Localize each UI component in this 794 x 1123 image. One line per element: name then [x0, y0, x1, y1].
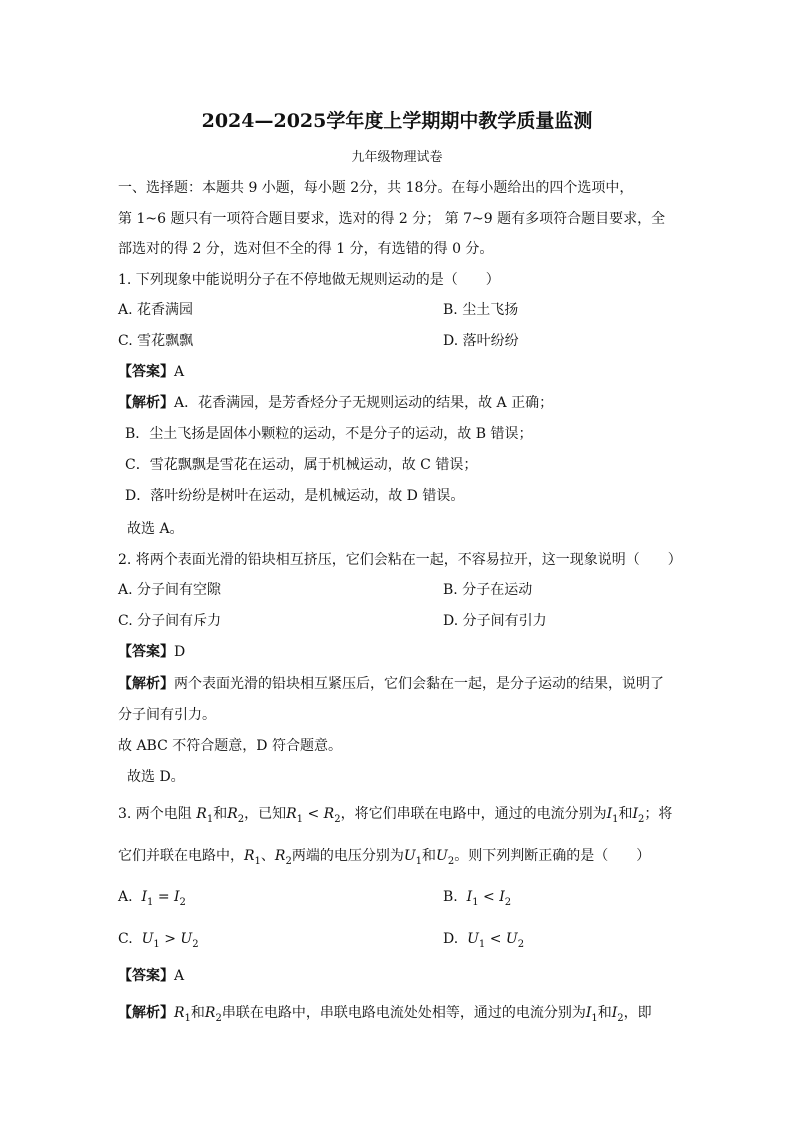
- q3-analysis-text: 串联在电路中，串联电路电流处处相等，通过的电流分别为: [221, 1005, 586, 1021]
- math-i2: $I_2$: [632, 806, 645, 825]
- math-r2: $R_2$: [274, 848, 292, 867]
- math-r2: $R_2$: [227, 806, 245, 825]
- section-instruction-line-2: 第 1~6 题只有一项符合题目要求，选对的得 2 分； 第 7~9 题有多项符合题目要求，全: [118, 211, 666, 227]
- q3-answer-value: A: [174, 968, 185, 984]
- q2-answer: [118, 642, 185, 662]
- q1-stem: 1. 下列现象中能说明分子在不停地做无规则运动的是（ ）: [118, 272, 500, 288]
- math-i2: $I_2$: [611, 1005, 624, 1024]
- math-i1-lt-i2: $I_1 < I_2$: [466, 889, 512, 908]
- q3-answer: [118, 966, 184, 986]
- option-label: A.: [118, 889, 133, 905]
- q2-analysis-line-3: 故 ABC 不符合题意，D 符合题意。: [118, 738, 342, 754]
- section-instruction-line-3: 部选对的得 2 分，选对但不全的得 1 分，有选错的得 0 分。: [118, 241, 494, 257]
- math-r1: $R_1$: [196, 806, 214, 825]
- q3-stem-line-1: [118, 804, 672, 830]
- exam-title: 2024—2025学年度上学期期中教学质量监测: [201, 110, 593, 132]
- q1-analysis-line-2: B．尘土飞扬是固体小颗粒的运动，不是分子的运动，故 B 错误；: [125, 426, 533, 442]
- q2-option-a: A. 分子间有空隙: [118, 582, 222, 598]
- q2-option-d: D. 分子间有引力: [443, 613, 547, 629]
- q1-analysis-label: 【解析】: [118, 395, 174, 411]
- q1-option-d: D. 落叶纷纷: [443, 333, 519, 349]
- q1-answer: [118, 362, 184, 382]
- math-i1: $I_1$: [585, 1005, 598, 1024]
- option-label: D.: [443, 931, 459, 947]
- math-r1: $R_1$: [174, 1005, 191, 1024]
- q2-stem: 2. 将两个表面光滑的铅块相互挤压，它们会粘在一起，不容易拉开，这一现象说明（ ）: [118, 552, 682, 568]
- math-i1: $I_1$: [606, 806, 619, 825]
- q3-analysis-label: 【解析】: [118, 1005, 174, 1021]
- q1-option-c: C. 雪花飘飘: [118, 333, 194, 349]
- q3-stem-text: 和: [213, 806, 228, 822]
- q1-answer-value: A: [174, 364, 185, 380]
- q3-answer-label: 【答案】: [118, 968, 174, 984]
- q2-choose: 故选 D。: [127, 769, 185, 785]
- q2-answer-label: 【答案】: [118, 644, 174, 660]
- q3-option-b: [443, 887, 511, 913]
- q2-option-b: B. 分子在运动: [443, 582, 533, 598]
- q3-stem-text: 和: [618, 806, 633, 822]
- q3-stem-text: ，将它们串联在电路中，通过的电流分别为: [340, 806, 607, 822]
- math-u1: $U_1$: [403, 848, 423, 867]
- q1-analysis-line-4: D．落叶纷纷是树叶在运动，是机械运动，故 D 错误。: [125, 488, 465, 504]
- q1-analysis: [118, 393, 553, 413]
- q2-analysis-line-2: 分子间有引力。: [118, 707, 216, 723]
- q3-stem-text: 、: [260, 848, 275, 864]
- math-u1-lt-u2: $U_1 < U_2$: [467, 931, 525, 950]
- q3-stem-text: 两端的电压分别为: [291, 848, 404, 864]
- q3-stem-text: ，已知: [244, 806, 287, 822]
- q3-option-a: [118, 887, 186, 913]
- q3-option-c: [118, 929, 199, 955]
- q2-analysis-line-1: 两个表面光滑的铅块相互紧压后，它们会黏在一起，是分子运动的结果，说明了: [174, 676, 664, 692]
- option-label: C.: [118, 931, 133, 947]
- q2-analysis: [118, 674, 664, 694]
- section-instruction-line-1: 一、选择题：本题共 9 小题，每小题 2分，共 18分。在每小题给出的四个选项中，: [118, 180, 634, 196]
- math-u2: $U_2$: [436, 848, 455, 867]
- q3-stem-text: 它们并联在电路中，: [118, 848, 244, 864]
- q3-stem-text: ；将: [644, 806, 673, 822]
- q2-answer-value: D: [174, 644, 186, 660]
- exam-subtitle: 九年级物理试卷: [351, 150, 443, 165]
- q3-analysis: [118, 1003, 652, 1029]
- q1-choose: 故选 A。: [127, 521, 184, 537]
- q3-analysis-text: ，即: [623, 1005, 652, 1021]
- option-label: B.: [443, 889, 458, 905]
- q1-answer-label: 【答案】: [118, 364, 174, 380]
- math-r2: $R_2$: [204, 1005, 222, 1024]
- q1-analysis-line-3: C．雪花飘飘是雪花在运动，属于机械运动，故 C 错误；: [125, 457, 478, 473]
- q3-analysis-text: 和: [190, 1005, 205, 1021]
- q3-option-d: [443, 929, 524, 955]
- math-r1: $R_1$: [244, 848, 261, 867]
- math-i1-eq-i2: $I_1 = I_2$: [141, 889, 186, 908]
- q3-stem-text: 和: [422, 848, 437, 864]
- math-u1-gt-u2: $U_1 > U_2$: [141, 931, 199, 950]
- q2-option-c: C. 分子间有斥力: [118, 613, 222, 629]
- q3-analysis-text: 和: [597, 1005, 612, 1021]
- q1-option-a: A. 花香满园: [118, 302, 194, 318]
- q2-analysis-label: 【解析】: [118, 676, 174, 692]
- q3-stem-line-2: [118, 846, 650, 872]
- q1-option-b: B. 尘土飞扬: [443, 302, 519, 318]
- math-r1-lt-r2: $R_1 < R_2$: [286, 806, 341, 825]
- q3-stem-text: 3. 两个电阻: [118, 806, 192, 822]
- q1-analysis-line-1: A．花香满园，是芳香烃分子无规则运动的结果，故 A 正确；: [174, 395, 554, 411]
- q3-stem-text: 。则下列判断正确的是（ ）: [454, 848, 651, 864]
